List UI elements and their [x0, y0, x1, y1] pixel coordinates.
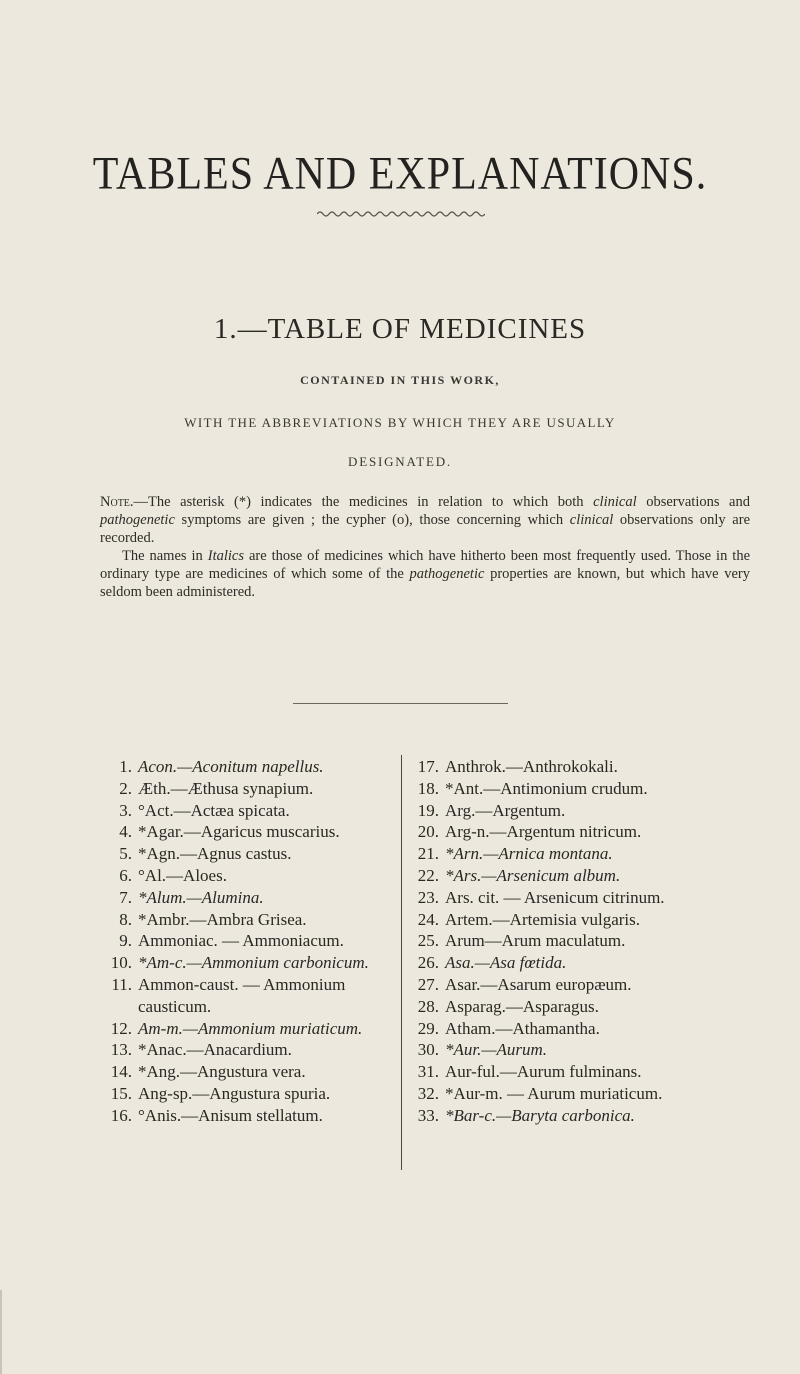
- entry-text: Arg.—Argentum.: [445, 800, 566, 820]
- entry-text: Æth.—Æthusa synapium.: [138, 778, 314, 798]
- entry-text: Asparag.—Asparagus.: [445, 996, 599, 1016]
- page-title: TABLES AND EXPLANATIONS.: [92, 148, 708, 200]
- entry-number: 5.: [119, 844, 132, 864]
- medicine-entry: [104, 909, 396, 931]
- note-emphasis: clinical: [593, 494, 637, 510]
- entry-number: 2.: [119, 778, 132, 798]
- medicine-list-right: [411, 756, 751, 1127]
- entry-text: Ang-sp.—Angustura spuria.: [138, 1083, 331, 1103]
- note-emphasis: clinical: [569, 512, 614, 528]
- entry-text: *Ant.—Antimonium crudum.: [445, 778, 648, 798]
- entry-text: °Anis.—Anisum stellatum.: [138, 1105, 323, 1125]
- subtitle-line-3: DESIGNATED.: [348, 454, 452, 469]
- entry-text: *Bar-c.—Baryta carbonica.: [445, 1105, 635, 1125]
- entry-number: 25.: [417, 931, 439, 951]
- medicine-entry: [411, 1083, 751, 1105]
- note-text: observations only are recorded.: [100, 512, 751, 546]
- medicine-entry: [411, 821, 751, 843]
- entry-number: 7.: [119, 887, 132, 907]
- entry-number: 19.: [417, 800, 439, 820]
- medicine-entry: [104, 1061, 396, 1083]
- entry-number: 6.: [119, 865, 132, 885]
- entry-text: Arum—Arum maculatum.: [445, 931, 626, 951]
- note-emphasis: pathogenetic: [409, 566, 485, 582]
- entry-number: 3.: [119, 800, 132, 820]
- entry-text: *Agn.—Agnus castus.: [138, 844, 292, 864]
- section-rule: [293, 703, 508, 704]
- medicine-entry: [411, 887, 751, 909]
- entry-text: Anthrok.—Anthrokokali.: [445, 757, 618, 776]
- note-text: observations and: [636, 494, 750, 510]
- entry-text: Asar.—Asarum europæum.: [445, 974, 632, 994]
- entry-number: 17.: [417, 757, 439, 776]
- entry-number: 13.: [110, 1040, 132, 1060]
- note-emphasis: pathogenetic: [100, 512, 175, 528]
- entry-number: 14.: [110, 1062, 132, 1082]
- note-block: [100, 493, 750, 601]
- entry-number: 26.: [417, 953, 439, 973]
- medicine-entry: [104, 1039, 396, 1061]
- entry-number: 9.: [119, 931, 132, 951]
- entry-text: *Aur.—Aurum.: [445, 1040, 548, 1060]
- entry-number: 21.: [417, 844, 439, 864]
- entry-text: *Agar.—Agaricus muscarius.: [138, 822, 340, 842]
- medicine-entry: [411, 974, 751, 996]
- entry-text: Aur-ful.—Aurum fulminans.: [445, 1062, 642, 1082]
- entry-number: 24.: [417, 909, 439, 929]
- entry-text: Artem.—Artemisia vulgaris.: [445, 909, 640, 929]
- medicine-list-left: [104, 756, 396, 1127]
- entry-text: Atham.—Athamantha.: [445, 1018, 600, 1038]
- medicine-entry: [411, 952, 751, 974]
- medicine-entry: [411, 909, 751, 931]
- note-paragraph-1: [100, 493, 750, 547]
- entry-text: Am-m.—Ammonium muriaticum.: [138, 1018, 363, 1038]
- entry-number: 33.: [417, 1105, 439, 1125]
- note-text: —The asterisk (*) indicates the medicines in relation to which both: [133, 494, 594, 510]
- note-text: The names in: [122, 548, 208, 564]
- medicine-entry: [411, 1018, 751, 1040]
- note-paragraph-2: [100, 547, 750, 601]
- entry-text: Arg-n.—Argentum nitricum.: [445, 822, 642, 842]
- medicine-entry: [411, 1039, 751, 1061]
- entry-number: 23.: [417, 887, 439, 907]
- entry-text: *Ars.—Arsenicum album.: [445, 865, 621, 885]
- medicine-entry: [104, 778, 396, 800]
- medicine-entry: [411, 996, 751, 1018]
- subtitle-line-1: CONTAINED IN THIS WORK,: [300, 373, 500, 387]
- entry-number: 20.: [417, 822, 439, 842]
- entry-text: *Am-c.—Ammonium carbonicum.: [138, 953, 369, 973]
- entry-text: *Arn.—Arnica montana.: [445, 844, 613, 864]
- note-text: symptoms are given ; the cypher (o), those concerning which: [174, 512, 570, 528]
- column-divider: [401, 755, 402, 1170]
- entry-text: *Ang.—Angustura vera.: [138, 1062, 306, 1082]
- entry-text: *Alum.—Alumina.: [138, 887, 264, 907]
- entry-number: 8.: [119, 909, 132, 929]
- entry-number: 32.: [417, 1083, 439, 1103]
- medicine-entry: [104, 800, 396, 822]
- entry-number: 15.: [110, 1083, 132, 1103]
- subtitle-line-2: WITH THE ABBREVIATIONS BY WHICH THEY ARE USUALLY: [184, 415, 616, 430]
- medicine-entry: [104, 887, 396, 909]
- entry-number: 27.: [417, 974, 439, 994]
- page-edge-shadow: [0, 1290, 2, 1374]
- medicine-entry: [411, 756, 751, 778]
- entry-number: 18.: [417, 778, 439, 798]
- entry-number: 1.: [119, 757, 132, 776]
- entry-text: Ammon-caust. — Ammonium causticum.: [138, 974, 346, 1016]
- medicine-entry: [104, 756, 396, 778]
- entry-text: *Anac.—Anacardium.: [138, 1040, 292, 1060]
- medicine-entry: [104, 1105, 396, 1127]
- medicine-entry: [411, 800, 751, 822]
- wavy-ornament-divider: [317, 210, 485, 218]
- medicine-entry: [104, 952, 396, 974]
- medicine-entry: [411, 778, 751, 800]
- entry-text: °Al.—Aloes.: [138, 865, 227, 885]
- entry-text: Asa.—Asa fœtida.: [445, 953, 567, 973]
- entry-number: 12.: [110, 1018, 132, 1038]
- medicine-entry: [104, 930, 396, 952]
- entry-number: 28.: [417, 996, 439, 1016]
- entry-text: Ammoniac. — Ammoniacum.: [138, 931, 344, 951]
- medicine-entry: [411, 843, 751, 865]
- entry-number: 30.: [417, 1040, 439, 1060]
- entry-text: Ars. cit. — Arsenicum citrinum.: [445, 887, 665, 907]
- entry-number: 31.: [417, 1062, 439, 1082]
- medicine-entry: [104, 821, 396, 843]
- medicine-entry: [411, 1105, 751, 1127]
- medicine-entry: [411, 930, 751, 952]
- medicine-entry: [104, 865, 396, 887]
- entry-text: *Ambr.—Ambra Grisea.: [138, 909, 307, 929]
- note-emphasis: Italics: [207, 548, 244, 564]
- entry-text: Acon.—Aconitum napellus.: [138, 757, 324, 776]
- entry-number: 10.: [110, 953, 132, 973]
- entry-number: 22.: [417, 865, 439, 885]
- entry-number: 16.: [110, 1105, 132, 1125]
- entry-number: 11.: [111, 974, 132, 994]
- table-title: 1.—TABLE OF MEDICINES: [213, 313, 587, 345]
- medicine-entry: [411, 865, 751, 887]
- note-text: properties are known, but which have very seldom been administered.: [100, 566, 750, 600]
- entry-text: °Act.—Actæa spicata.: [138, 800, 290, 820]
- entry-number: 4.: [119, 822, 132, 842]
- medicine-entry: [411, 1061, 751, 1083]
- medicine-entry: [104, 843, 396, 865]
- medicine-entry: [104, 1018, 396, 1040]
- entry-number: 29.: [417, 1018, 439, 1038]
- medicine-entry: [104, 974, 396, 1018]
- entry-text: *Aur-m. — Aurum muriaticum.: [445, 1083, 663, 1103]
- note-label: Note.: [100, 494, 134, 510]
- medicine-entry: [104, 1083, 396, 1105]
- note-text: are those of medicines which have hitherto been most frequently used. Those in the ordinary type are medicines of which some of the: [100, 548, 751, 582]
